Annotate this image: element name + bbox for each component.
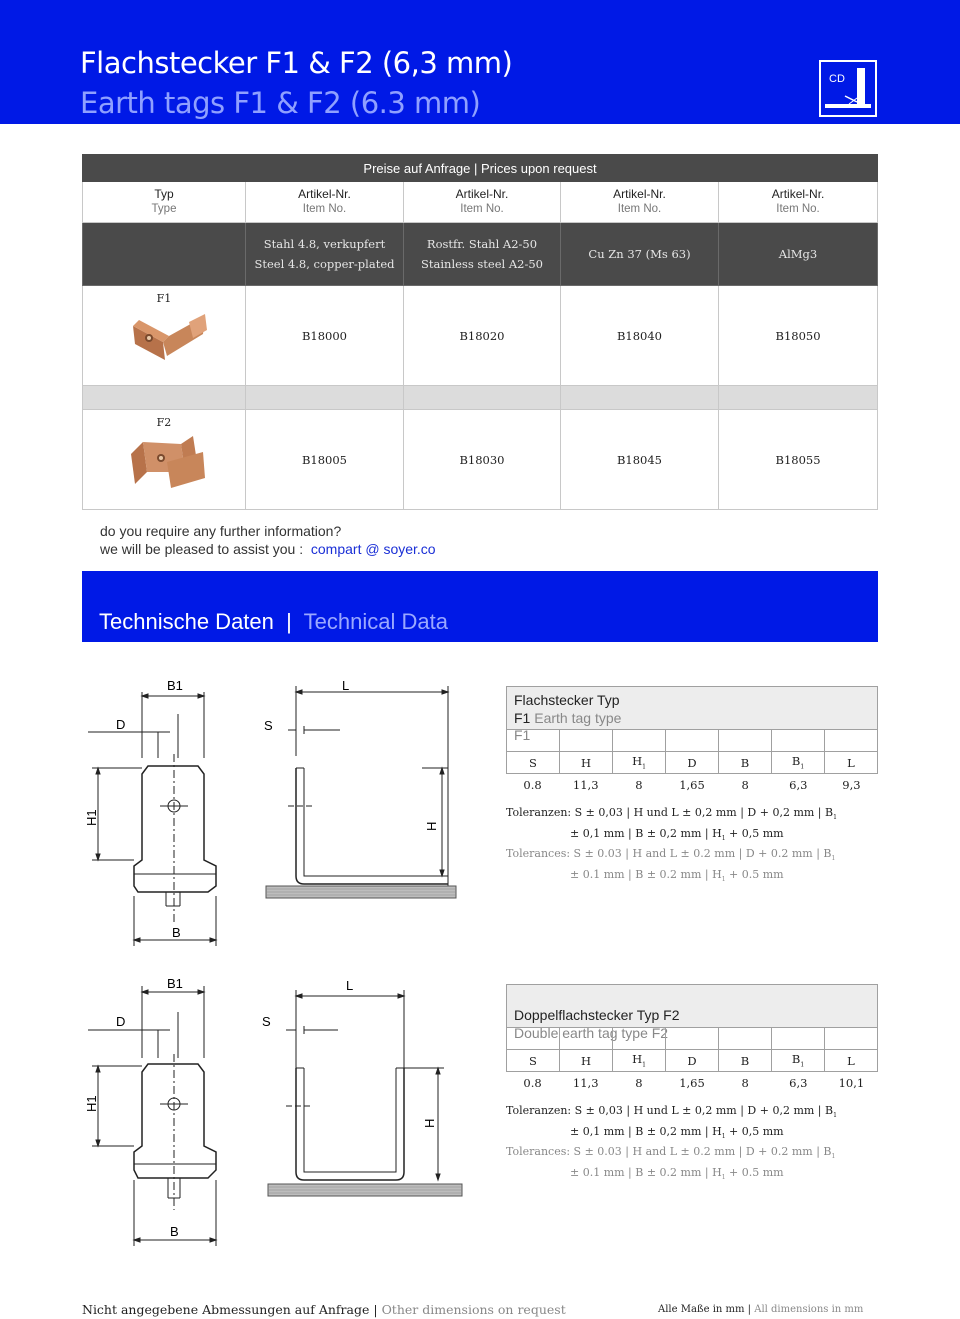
item-number: B18050	[719, 286, 878, 386]
dim-h1: H1	[84, 1095, 99, 1112]
f1-side-drawing	[262, 676, 458, 906]
tolerance-en: Tolerances: S ± 0.03 | H and L ± 0.2 mm | D + 0.2 mm | $B_1$ ± 0.1 mm | B ± 0.2 mm | $H_1 + 0.5$ mm	[506, 1145, 836, 1182]
spec-title-en: F1 Earth tag type	[514, 710, 622, 726]
type-cell	[83, 410, 246, 510]
col-header-item: Artikel-Nr. Item No.	[404, 182, 561, 223]
spec-title-en: Double earth tag type F2	[514, 1025, 669, 1041]
dim-h1: H1	[84, 809, 99, 826]
info-line-2: we will be pleased to assist you : compart @ soyer.co	[100, 541, 436, 557]
cd-logo-icon	[819, 60, 877, 117]
title-en: Earth tags F1 & F2 (6.3 mm)	[80, 86, 481, 120]
spec-grid	[506, 729, 878, 774]
spec-values: 0.8 11,3 8 1,65 8 6,3 10,1	[523, 1076, 865, 1090]
dim-b: B	[172, 925, 181, 940]
type-label: F1	[156, 292, 172, 305]
dim-h: H	[424, 821, 439, 831]
f1-earth-tag-photo	[127, 308, 207, 360]
type-label: F2	[156, 416, 172, 429]
info-line-1: do you require any further information?	[100, 523, 342, 539]
tech-data-title: Technische Daten | Technical Data	[99, 609, 448, 634]
item-number: B18005	[246, 410, 404, 510]
col-header-item: Artikel-Nr. Item No.	[719, 182, 878, 223]
dim-b: B	[170, 1224, 179, 1239]
material-row	[83, 223, 878, 286]
tech-data-banner	[82, 571, 878, 642]
item-number: B18055	[719, 410, 878, 510]
f2-side-drawing	[258, 976, 464, 1202]
title-de: Flachstecker F1 & F2 (6,3 mm)	[80, 46, 513, 80]
item-number: B18000	[246, 286, 404, 386]
col-header-item: Artikel-Nr. Item No.	[246, 182, 404, 223]
tolerance-de: Toleranzen: S ± 0,03 | H und L ± 0,2 mm | D + 0,2 mm | $B_1$ ± 0,1 mm | B ± 0,2 mm | $H_1 + 0,5$ mm	[506, 806, 837, 843]
col-header-item: Artikel-Nr. Item No.	[561, 182, 719, 223]
contact-info	[100, 522, 436, 558]
logo-text: CD	[829, 73, 845, 85]
dim-b1: B1	[167, 678, 183, 693]
price-banner: Preise auf Anfrage | Prices upon request	[83, 155, 878, 182]
spec-values: 0.8 11,3 8 1,65 8 6,3 9,3	[523, 778, 861, 792]
f2-front-drawing	[82, 974, 232, 1250]
spec-title-de: Flachstecker Typ	[514, 692, 620, 708]
spec-f2	[506, 984, 878, 1184]
type-cell	[83, 286, 246, 386]
material-cell: Cu Zn 37 (Ms 63)	[561, 223, 719, 286]
spec-header-row: S H $H_1$ D B $B_1$ L	[507, 1050, 878, 1072]
f1-front-drawing	[82, 674, 232, 950]
spec-grid	[506, 1027, 878, 1072]
page-header	[0, 0, 960, 124]
spec-f1	[506, 686, 878, 886]
material-cell: Rostfr. Stahl A2-50 Stainless steel A2-50	[404, 223, 561, 286]
spec-header-row: S H $H_1$ D B $B_1$ L	[507, 752, 878, 774]
dim-d: D	[116, 717, 126, 732]
material-cell: AlMg3	[719, 223, 878, 286]
price-banner-row	[83, 155, 878, 182]
material-cell: Stahl 4.8, verkupfert Steel 4.8, copper-plated	[246, 223, 404, 286]
item-number: B18040	[561, 286, 719, 386]
table-row	[83, 286, 878, 386]
item-number: B18020	[404, 286, 561, 386]
table-row	[83, 410, 878, 510]
tolerance-de: Toleranzen: S ± 0,03 | H und L ± 0,2 mm | D + 0,2 mm | $B_1$ ± 0,1 mm | B ± 0,2 mm | $H_1 + 0,5$ mm	[506, 1104, 837, 1141]
header-row	[83, 182, 878, 223]
col-header-type: Typ Type	[83, 182, 246, 223]
dim-h: H	[422, 1118, 437, 1128]
item-number: B18045	[561, 410, 719, 510]
dim-l: L	[346, 978, 354, 993]
price-table	[82, 154, 878, 510]
spec-title-type: F1	[514, 727, 531, 743]
dim-s: S	[264, 718, 273, 733]
email-link[interactable]: compart @ soyer.co	[310, 541, 436, 557]
item-number: B18030	[404, 410, 561, 510]
footer-units: Alle Maße in mm | All dimensions in mm	[658, 1304, 864, 1315]
spacer-row	[83, 386, 878, 410]
dim-l: L	[342, 678, 350, 693]
tolerance-en: Tolerances: S ± 0.03 | H and L ± 0.2 mm | D + 0.2 mm | $B_1$ ± 0.1 mm | B ± 0.2 mm | $H_1 + 0.5$ mm	[506, 847, 836, 884]
dim-d: D	[116, 1014, 126, 1029]
spec-title-de: Doppelflachstecker Typ F2	[514, 1007, 680, 1023]
dim-s: S	[262, 1014, 271, 1029]
dim-b1: B1	[167, 976, 183, 991]
footer-note: Nicht angegebene Abmessungen auf Anfrage | Other dimensions on request	[82, 1302, 566, 1317]
f2-earth-tag-photo	[127, 432, 207, 492]
